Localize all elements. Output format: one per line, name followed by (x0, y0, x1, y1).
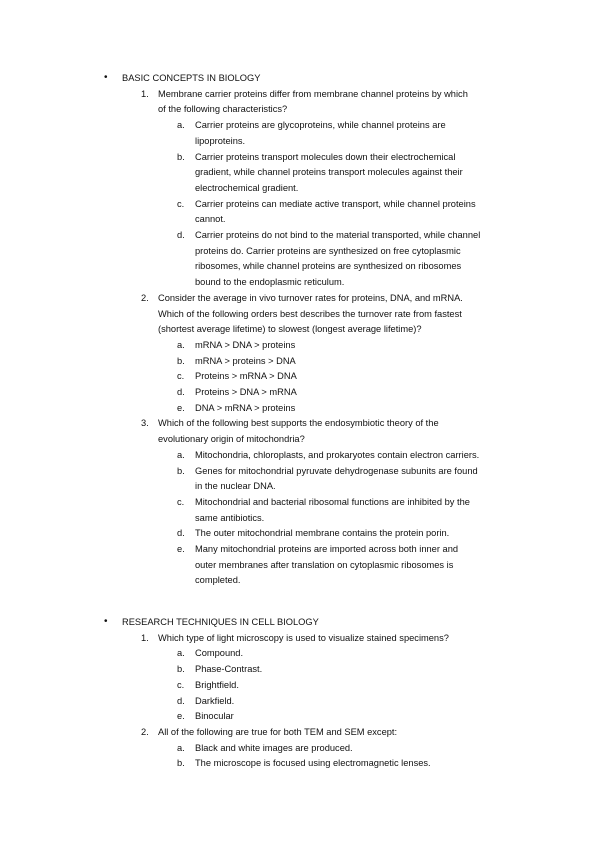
option-letter: d. (177, 528, 185, 539)
question-text: All of the following are true for both TEM and SEM except: (158, 726, 398, 737)
option-text: bound to the endoplasmic reticulum. (195, 277, 345, 288)
option-letter: e. (177, 402, 185, 413)
option-text: DNA > mRNA > proteins (195, 402, 296, 413)
option-text: Proteins > mRNA > DNA (195, 371, 297, 382)
option-text: mRNA > DNA > proteins (195, 339, 296, 350)
option-letter: c. (177, 496, 185, 507)
option-text: Darkfield. (195, 695, 235, 706)
question-number: 2. (141, 292, 149, 303)
question-number: 1. (141, 88, 149, 99)
option-letter: d. (177, 695, 185, 706)
question-text: Which of the following orders best describes the turnover rate from fastest (158, 308, 462, 319)
option-text: mRNA > proteins > DNA (195, 355, 296, 366)
question-number: 2. (141, 726, 149, 737)
option-text: Carrier proteins transport molecules down their electrochemical (195, 151, 456, 162)
option-letter: d. (177, 387, 185, 397)
option-text: Genes for mitochondrial pyruvate dehydrogenase subunits are found (195, 465, 478, 476)
option-text: Many mitochondrial proteins are imported across both inner and (195, 544, 459, 554)
option-text: electrochemical gradient. (195, 182, 299, 193)
option-text: Brightfield. (195, 679, 239, 690)
option-letter: a. (177, 339, 185, 350)
option-text: Carrier proteins can mediate active transport, while channel proteins (195, 198, 476, 209)
option-text: Black and white images are produced. (195, 742, 353, 753)
option-letter: e. (177, 711, 185, 722)
option-text: ribosomes, while channel proteins are synthesized on ribosomes (195, 261, 462, 272)
section-heading: BASIC CONCEPTS IN BIOLOGY (122, 73, 261, 83)
question-text: evolutionary origin of mitochondria? (158, 434, 305, 445)
option-letter: a. (177, 449, 185, 460)
section-heading: RESEARCH TECHNIQUES IN CELL BIOLOGY (122, 617, 319, 627)
option-letter: b. (177, 758, 185, 769)
option-letter: b. (177, 465, 185, 476)
option-text: Carrier proteins are glycoproteins, while channel proteins are (195, 120, 446, 131)
option-letter: b. (177, 151, 185, 162)
option-letter: b. (177, 664, 185, 675)
option-letter: b. (177, 355, 185, 366)
option-text: gradient, while channel proteins transport molecules against their (195, 167, 463, 178)
option-letter: c. (177, 371, 185, 382)
option-text: completed. (195, 575, 241, 586)
option-text: Binocular (195, 711, 234, 722)
question-text: Membrane carrier proteins differ from membrane channel proteins by which (158, 88, 468, 99)
option-letter: a. (177, 648, 185, 659)
section-bullet: • (104, 616, 108, 627)
option-text: Compound. (195, 648, 244, 659)
option-text: in the nuclear DNA. (195, 481, 276, 492)
question-text: Which of the following best supports the endosymbiotic theory of the (158, 418, 439, 429)
option-letter: c. (177, 679, 185, 690)
option-text: same antibiotics. (195, 512, 265, 523)
option-text: The microscope is focused using electromagnetic lenses. (195, 758, 431, 769)
question-number: 1. (141, 632, 149, 643)
option-letter: a. (177, 120, 185, 131)
question-number: 3. (141, 418, 149, 429)
option-letter: e. (177, 544, 185, 554)
option-text: Mitochondria, chloroplasts, and prokaryotes contain electron carriers. (195, 449, 480, 460)
question-text: Consider the average in vivo turnover rates for proteins, DNA, and mRNA. (158, 292, 463, 303)
option-text: Proteins > DNA > mRNA (195, 387, 297, 397)
option-text: proteins do. Carrier proteins are synthesized on free cytoplasmic (195, 245, 461, 256)
option-text: cannot. (195, 214, 226, 225)
question-text: of the following characteristics? (158, 104, 288, 115)
question-text: (shortest average lifetime) to slowest (longest average lifetime)? (158, 324, 422, 335)
question-text: Which type of light microscopy is used to visualize stained specimens? (158, 632, 449, 643)
option-letter: c. (177, 198, 185, 209)
section-bullet: • (104, 72, 108, 83)
option-text: Mitochondrial and bacterial ribosomal functions are inhibited by the (195, 496, 470, 507)
option-text: Phase-Contrast. (195, 664, 263, 675)
option-letter: d. (177, 230, 185, 240)
option-letter: a. (177, 742, 185, 753)
option-text: outer membranes after translation on cytoplasmic ribosomes is (195, 559, 454, 570)
option-text: The outer mitochondrial membrane contains the protein porin. (195, 528, 450, 539)
option-text: Carrier proteins do not bind to the material transported, while channel (195, 230, 481, 240)
option-text: lipoproteins. (195, 135, 246, 146)
